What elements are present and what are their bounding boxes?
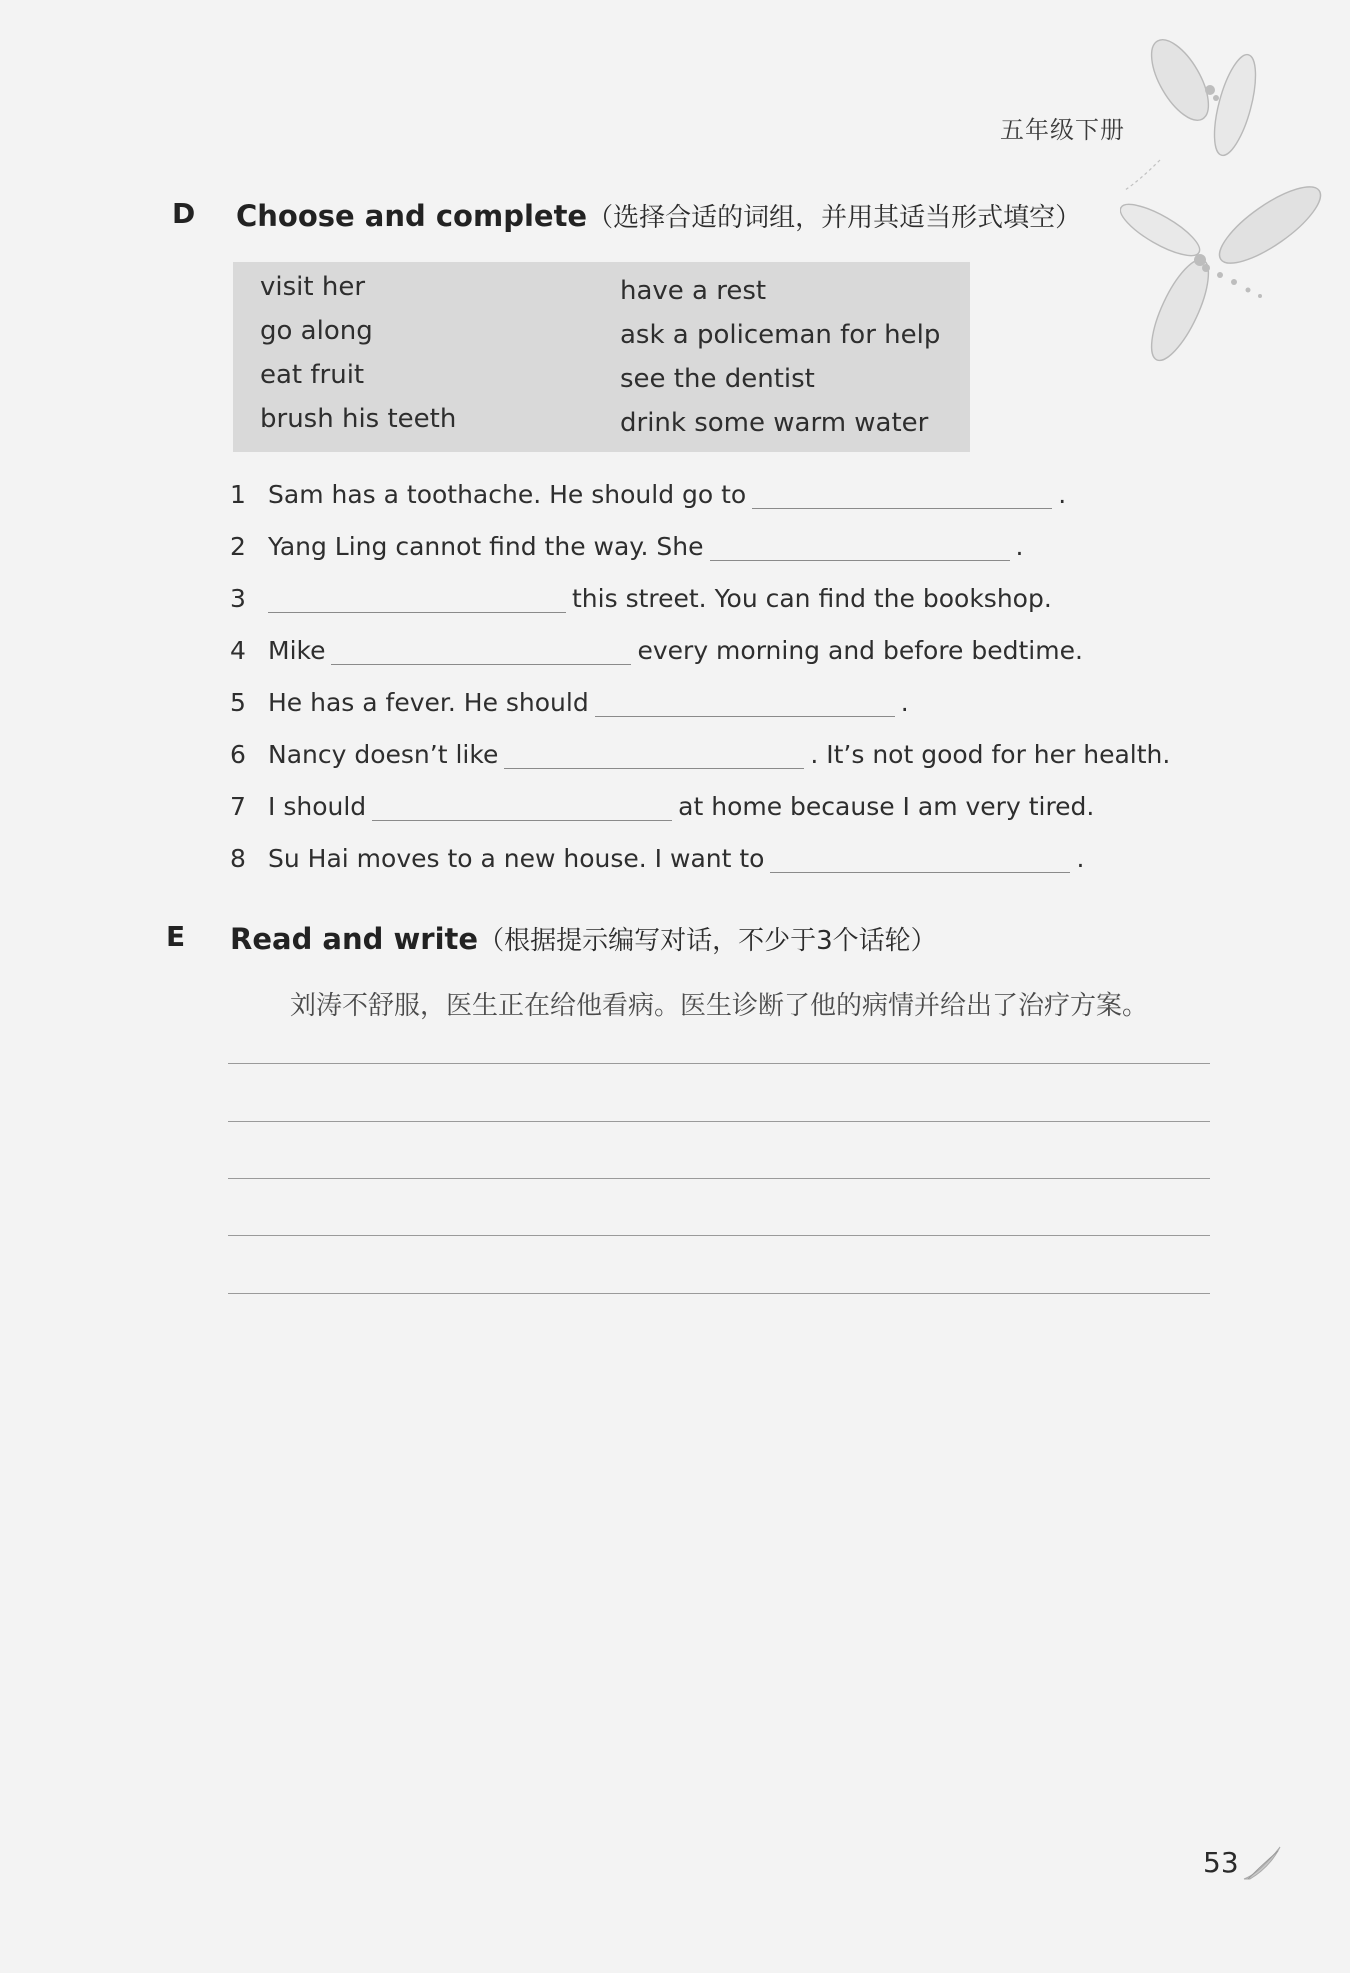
exercise-item [230, 740, 1170, 769]
item-text-after: . [1076, 844, 1085, 873]
leaf-icon [1240, 1843, 1285, 1883]
section-e-letter: E [166, 920, 186, 953]
answer-blank[interactable] [504, 740, 804, 769]
exercise-item [230, 636, 1083, 665]
word-bank-item: go along [260, 316, 373, 346]
writing-line[interactable] [228, 1121, 1210, 1122]
item-text-after: . [1058, 480, 1067, 509]
writing-line[interactable] [228, 1235, 1210, 1236]
exercise-item [230, 584, 1052, 613]
word-bank-item: visit her [260, 272, 366, 302]
grade-label: 五年级下册 [1000, 116, 1125, 144]
writing-line[interactable] [228, 1178, 1210, 1179]
section-e-title [230, 920, 937, 957]
item-text-after: . [1015, 532, 1024, 561]
exercise-item [230, 844, 1084, 873]
answer-blank[interactable] [770, 844, 1070, 873]
word-bank-item: drink some warm water [620, 408, 929, 438]
writing-line[interactable] [228, 1063, 1210, 1064]
exercise-item [230, 792, 1094, 821]
word-bank-item: have a rest [620, 276, 767, 306]
exercise-item [230, 688, 909, 717]
word-bank-item: see the dentist [620, 364, 815, 394]
section-d-title-text: Choose and complete [236, 199, 588, 233]
section-d-subtitle: （选择合适的词组，并用其适当形式填空） [587, 203, 1082, 233]
writing-line[interactable] [228, 1293, 1210, 1294]
item-text-before: He has a fever. He should [268, 688, 589, 717]
word-bank-item: brush his teeth [260, 404, 457, 434]
item-text-after: this street. You can find the bookshop. [572, 584, 1052, 613]
section-e-instruction: 刘涛不舒服，医生正在给他看病。医生诊断了他的病情并给出了治疗方案。 [290, 991, 1149, 1021]
item-text-after: . It’s not good for her health. [810, 740, 1171, 769]
section-e-title-text: Read and write [230, 922, 479, 956]
item-number: 2 [230, 532, 246, 561]
answer-blank[interactable] [268, 584, 566, 613]
exercise-item [230, 480, 1066, 509]
answer-blank[interactable] [710, 532, 1010, 561]
item-text-before: I should [268, 792, 367, 821]
section-e-subtitle: （根据提示编写对话，不少于3个话轮） [478, 926, 937, 956]
answer-blank[interactable] [595, 688, 895, 717]
item-text-before: Nancy doesn’t like [268, 740, 499, 769]
dragonfly-icon [1120, 20, 1340, 380]
item-number: 4 [230, 636, 246, 665]
answer-blank[interactable] [752, 480, 1052, 509]
item-number: 1 [230, 480, 246, 509]
item-text-after: . [900, 688, 909, 717]
page-number: 53 [1203, 1846, 1239, 1879]
item-text-before: Sam has a toothache. He should go to [268, 480, 747, 509]
item-text-before: Mike [268, 636, 326, 665]
answer-blank[interactable] [331, 636, 631, 665]
item-number: 8 [230, 844, 246, 873]
item-number: 6 [230, 740, 246, 769]
exercise-item [230, 532, 1023, 561]
section-d-title [236, 197, 1081, 234]
word-bank-item: ask a policeman for help [620, 320, 941, 350]
item-number: 3 [230, 584, 246, 613]
item-text-before: Su Hai moves to a new house. I want to [268, 844, 765, 873]
section-d-letter: D [172, 197, 196, 230]
item-text-before: Yang Ling cannot find the way. She [268, 532, 704, 561]
item-number: 5 [230, 688, 246, 717]
item-text-after: at home because I am very tired. [678, 792, 1095, 821]
word-bank-item: eat fruit [260, 360, 365, 390]
answer-blank[interactable] [372, 792, 672, 821]
item-text-after: every morning and before bedtime. [637, 636, 1083, 665]
item-number: 7 [230, 792, 246, 821]
word-bank [233, 262, 970, 452]
